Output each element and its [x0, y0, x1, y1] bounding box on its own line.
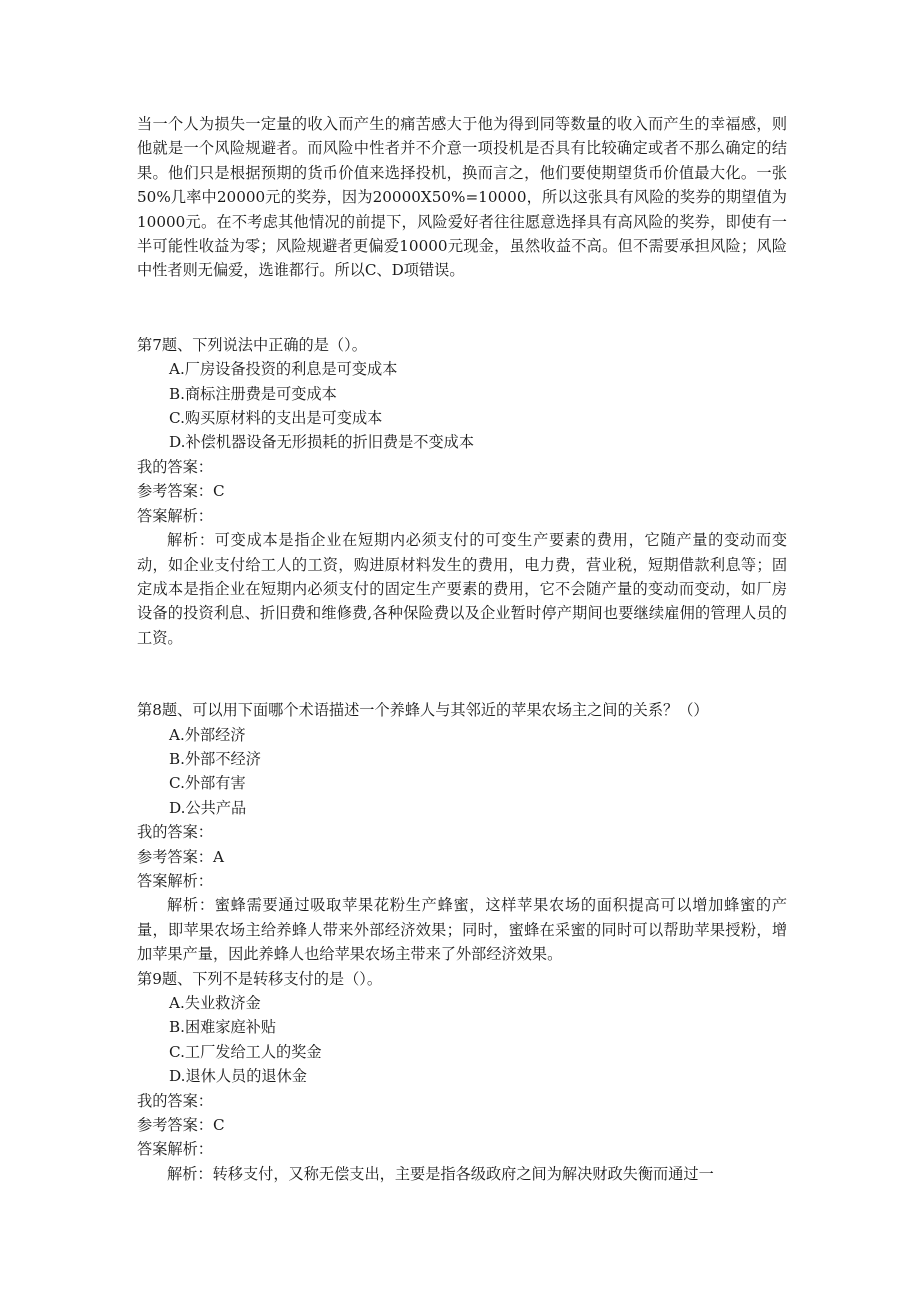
analysis-text: 解析：可变成本是指企业在短期内必须支付的可变生产要素的费用，它随产量的变动而变动，如企业支付给工人的工资，购进原材料发生的费用，电力费，营业税，短期借款利息等；固定成本是指企业在短期内必须支付的固定生产要素的费用，它不会随产量的变动而变动，如厂房设备的投资利息、折旧费和维修费,各种保险费以及企业暂时停产期间也要继续雇佣的管理人员的工资。: [137, 531, 787, 647]
question-7: [137, 333, 787, 650]
analysis-label: 答案解析：: [137, 871, 213, 890]
my-answer-label: 我的答案：: [137, 1091, 213, 1110]
option-b: B.困难家庭补贴: [169, 1018, 277, 1037]
option-a: A.厂房设备投资的利息是可变成本: [169, 360, 398, 379]
document-page: [137, 112, 787, 1186]
option-c: C.工厂发给工人的奖金: [169, 1042, 322, 1061]
option-d: D.退休人员的退休金: [169, 1067, 307, 1086]
question-9: [137, 967, 787, 1187]
option-a: A.失业救济金: [169, 994, 261, 1012]
my-answer-label: 我的答案：: [137, 823, 213, 842]
reference-answer: 参考答案：C: [137, 482, 225, 501]
option-c: C.外部有害: [169, 774, 246, 793]
option-d: D.补偿机器设备无形损耗的折旧费是不变成本: [169, 433, 475, 452]
analysis-text: 解析：转移支付，又称无偿支出，主要是指各级政府之间为解决财政失衡而通过一: [167, 1164, 714, 1183]
intro-explanation: 当一个人为损失一定量的收入而产生的痛苦感大于他为得到同等数量的收入而产生的幸福感，则他就是一个风险规避者。而风险中性者并不介意一项投机是否具有比较确定或者不那么确定的结果。他们只是根据预期的货币价值来选择投机，换而言之，他们要使期望货币价值最大化。一张50%几率中20000元的奖券，因为20000X50%=10000，所以这张具有风险的奖券的期望值为10000元。在不考虑其他情况的前提下，风险爱好者往往愿意选择具有高风险的奖券，即使有一半可能性收益为零；风险规避者更偏爱10000元现金，虽然收益不高。但不需要承担风险；风险中性者则无偏爱，选谁都行。所以C、D项错误。: [137, 115, 787, 280]
option-a: A.外部经济: [169, 725, 246, 744]
my-answer-label: 我的答案：: [137, 457, 213, 476]
option-b: B.外部不经济: [169, 749, 261, 768]
spacer: [137, 650, 787, 698]
option-d: D.公共产品: [169, 798, 247, 817]
question-title: 第8题、可以用下面哪个术语描述一个养蜂人与其邻近的苹果农场主之间的关系？（）: [137, 701, 709, 720]
question-title: 第9题、下列不是转移支付的是（）。: [137, 969, 383, 988]
question-title: 第7题、下列说法中正确的是（）。: [137, 335, 367, 354]
reference-answer: 参考答案：C: [137, 1116, 225, 1135]
analysis-label: 答案解析：: [137, 1140, 213, 1159]
analysis-label: 答案解析：: [137, 506, 213, 525]
spacer: [137, 283, 787, 333]
reference-answer: 参考答案：A: [137, 847, 224, 866]
option-c: C.购买原材料的支出是可变成本: [169, 409, 383, 428]
question-8: [137, 698, 787, 966]
analysis-text: 解析：蜜蜂需要通过吸取苹果花粉生产蜂蜜，这样苹果农场的面积提高可以增加蜂蜜的产量，即苹果农场主给养蜂人带来外部经济效果；同时，蜜蜂在采蜜的同时可以帮助苹果授粉，增加苹果产量，因此养蜂人也给苹果农场主带来了外部经济效果。: [137, 896, 787, 964]
option-b: B.商标注册费是可变成本: [169, 384, 337, 403]
